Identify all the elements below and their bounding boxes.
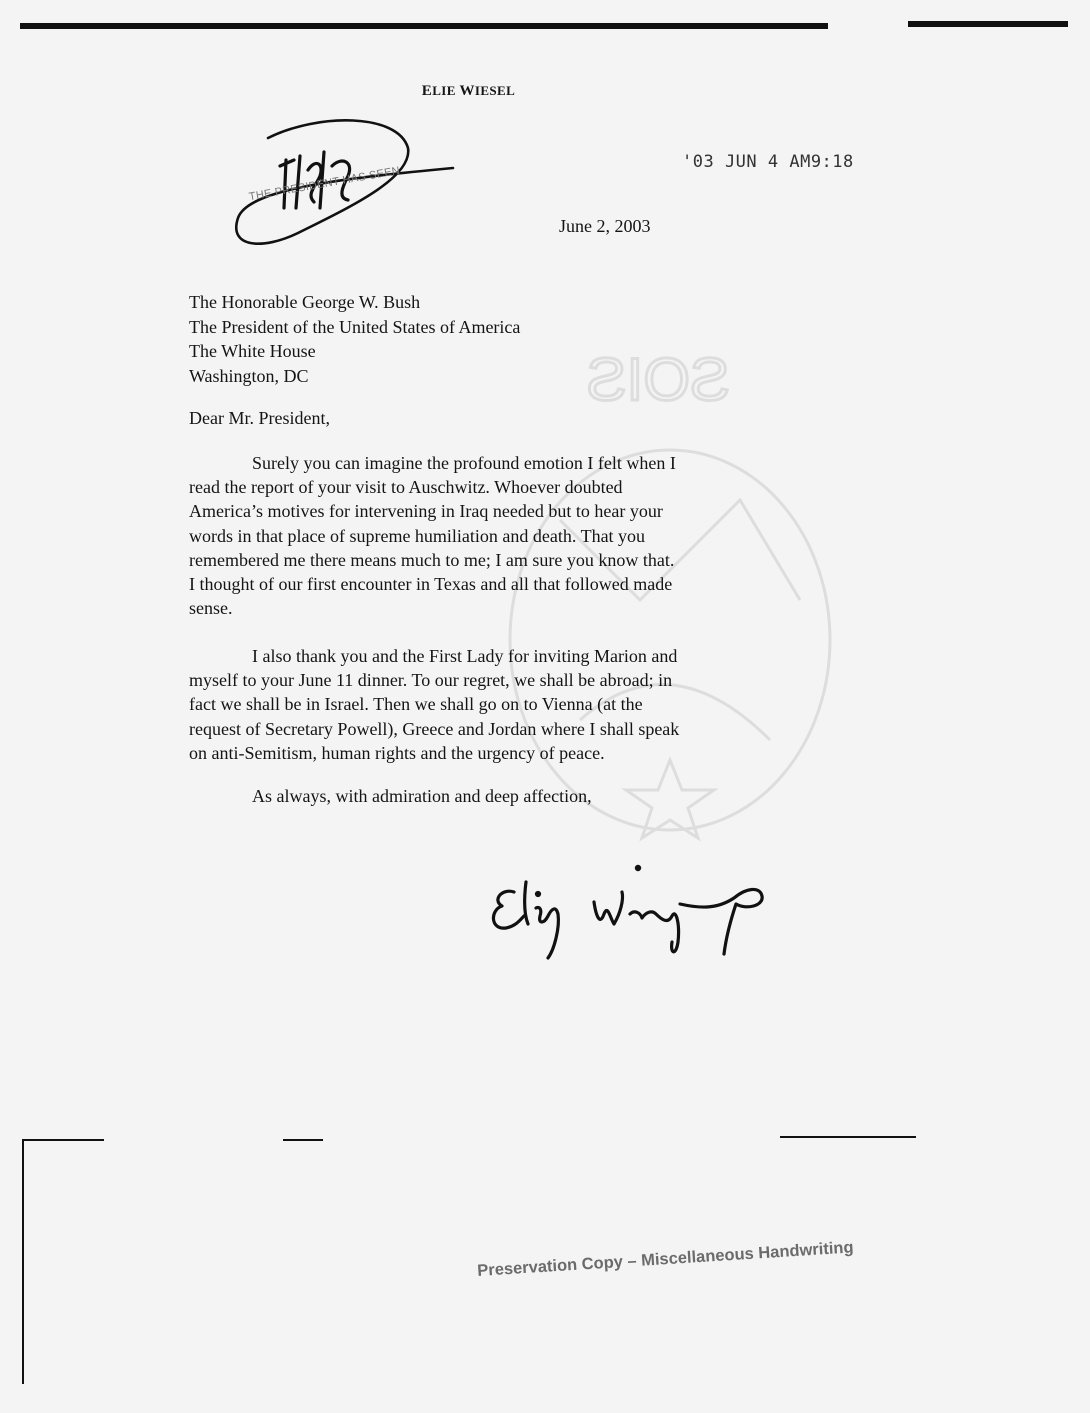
president-has-seen-label: THE PRESIDENT HAS SEEN	[248, 164, 401, 204]
letterhead	[0, 83, 937, 100]
letterhead-first-rest: LIE	[432, 83, 460, 98]
paragraph-line: myself to your June 11 dinner. To our regret, we shall be abroad; in	[189, 670, 673, 691]
preservation-copy-footer: Preservation Copy – Miscellaneous Handwriting	[476, 1238, 855, 1281]
paragraph-line: read the report of your visit to Auschwitz. Whoever doubted	[189, 477, 623, 498]
paragraph-line: remembered me there means much to me; I am sure you know that.	[189, 549, 675, 570]
letter-date: June 2, 2003	[559, 216, 651, 236]
letterhead-last-initial: W	[459, 83, 475, 99]
salutation: Dear Mr. President,	[189, 408, 330, 428]
top-rule-right	[908, 21, 1068, 27]
address-line: Washington, DC	[189, 365, 309, 386]
address-line: The White House	[189, 341, 316, 361]
bottom-corner-vertical	[22, 1139, 24, 1384]
paragraph-line: I thought of our first encounter in Texas and all that followed made	[189, 574, 673, 595]
closing: As always, with admiration and deep affection,	[252, 786, 592, 806]
bottom-right-rule	[780, 1136, 916, 1138]
address-line: The Honorable George W. Bush	[189, 292, 421, 312]
paragraph-line: on anti-Semitism, human rights and the urgency of peace.	[189, 742, 605, 763]
bottom-mid-rule	[283, 1139, 323, 1141]
paragraph-line: words in that place of supreme humiliation and death. That you	[189, 525, 646, 546]
handwritten-signature	[484, 858, 784, 968]
paragraph-line: sense.	[189, 598, 233, 619]
top-rule-left	[20, 23, 828, 29]
svg-text:SOIS: SOIS	[586, 346, 730, 413]
body-paragraph-1	[189, 451, 676, 620]
letterhead-first-initial: E	[421, 83, 433, 99]
paragraph-line: America’s motives for intervening in Iraq needed but to hear your	[189, 501, 663, 522]
body-paragraph-2	[189, 644, 679, 765]
paragraph-line: request of Secretary Powell), Greece and Jordan where I shall speak	[189, 718, 680, 739]
received-timestamp: '03 JUN 4 AM9:18	[682, 152, 854, 172]
bottom-corner-rule	[22, 1139, 104, 1141]
paragraph-line: I also thank you and the First Lady for inviting Marion and	[252, 646, 678, 666]
letterhead-last-rest: IESEL	[474, 83, 516, 98]
address-line: The President of the United States of America	[189, 316, 521, 337]
paragraph-line: Surely you can imagine the profound emotion I felt when I	[252, 453, 676, 473]
paragraph-line: fact we shall be in Israel. Then we shall go on to Vienna (at the	[189, 694, 643, 715]
recipient-address	[189, 290, 520, 388]
